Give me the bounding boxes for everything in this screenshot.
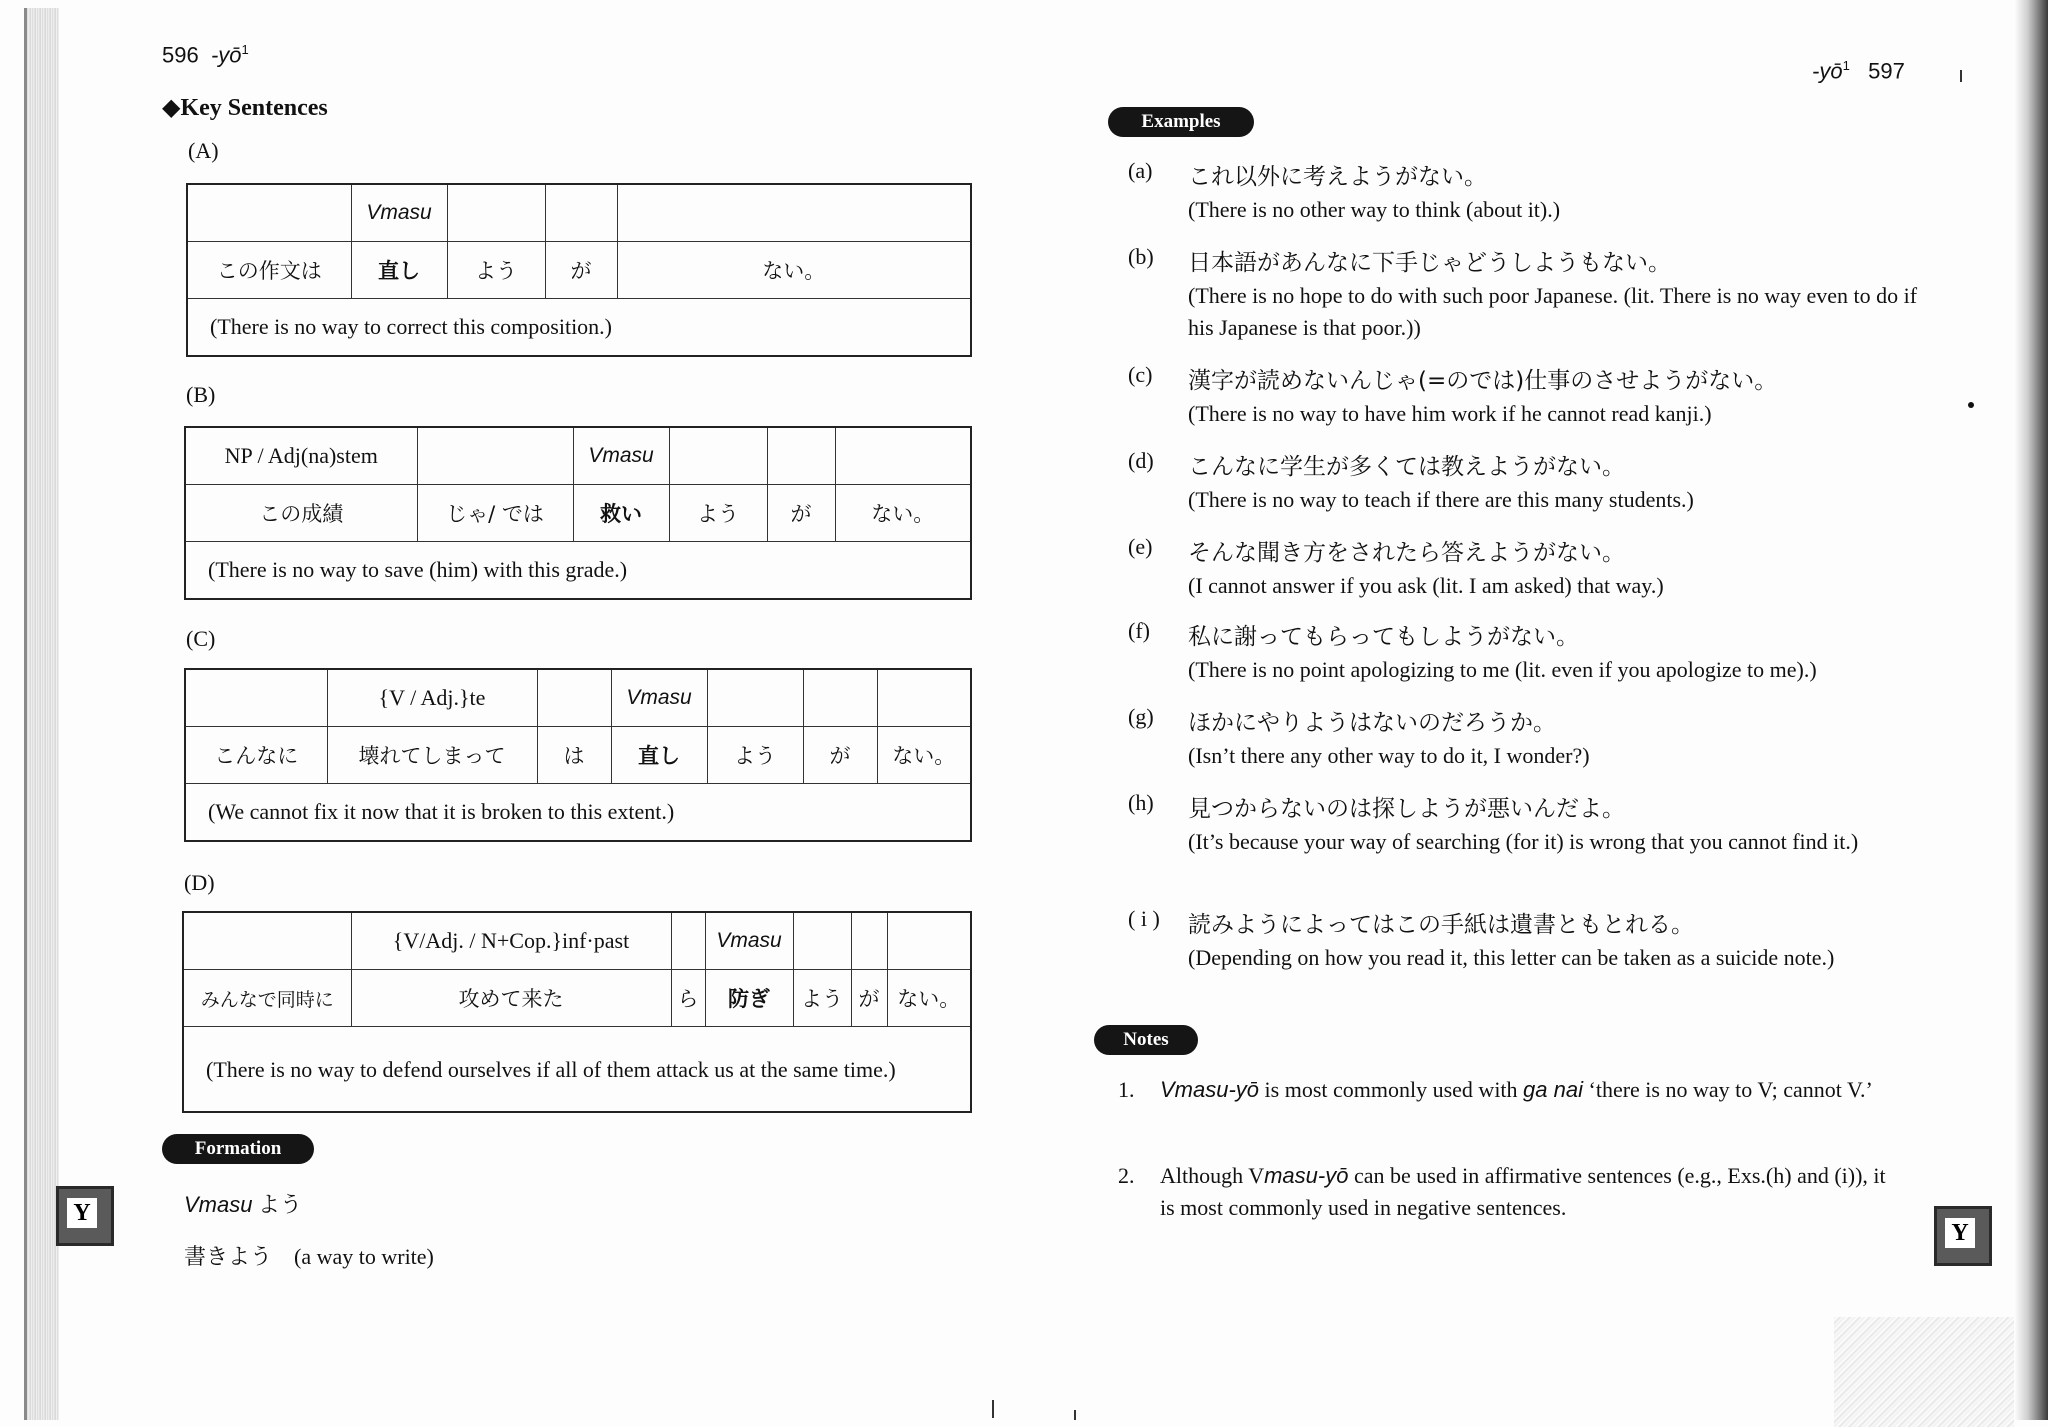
cell: が	[767, 485, 835, 542]
formation-pattern-suffix: よう	[252, 1192, 302, 1217]
left-head-title: -yō	[210, 42, 242, 68]
translation: (There is no way to save (him) with this grade.)	[185, 542, 971, 600]
translation: (There is no way to defend ourselves if all of them attack us at the same time.)	[183, 1027, 971, 1113]
cell: ない。	[835, 485, 971, 542]
translation: (There is no way to correct this composition.)	[187, 299, 971, 357]
cell: 直し	[611, 727, 707, 784]
key-sentence-table-c	[184, 668, 972, 842]
note-term: masu-yō	[1264, 1163, 1349, 1188]
cell	[447, 184, 545, 242]
example-label: (g)	[1128, 704, 1154, 729]
formation-pattern	[184, 1188, 302, 1219]
cell	[669, 427, 767, 485]
right-thumb-index-letter: Y	[1945, 1218, 1975, 1248]
cell: こんなに	[185, 727, 327, 784]
table-a-label: (A)	[188, 138, 219, 163]
cell	[803, 669, 877, 727]
scan-mark	[1960, 70, 1962, 82]
cell: 防ぎ	[705, 970, 793, 1027]
example-english: (There is no hope to do with such poor Japanese. (lit. There is no way even to do if his Japanese is that poor.))	[1188, 283, 1918, 340]
cell: 救い	[573, 485, 669, 542]
note-body: is most commonly used with	[1259, 1077, 1524, 1102]
example-japanese: そんな聞き方をされたら答えようがない。	[1188, 540, 1625, 566]
scan-mark	[992, 1400, 994, 1418]
cell	[183, 912, 351, 970]
right-head-title: -yō	[1812, 58, 1843, 84]
cell: Vmasu	[611, 669, 707, 727]
cell: よう	[669, 485, 767, 542]
cell: 壊れてしまって	[327, 727, 537, 784]
note-text	[1160, 1074, 1900, 1106]
cell: ない。	[887, 970, 971, 1027]
left-running-head	[162, 42, 249, 68]
example-english: (Depending on how you read it, this letter can be taken as a suicide note.)	[1188, 945, 1835, 970]
note-body: ‘there is no way to V; cannot V.’	[1583, 1077, 1873, 1102]
cell: Vmasu	[351, 184, 447, 242]
right-page-scan-noise	[1834, 1317, 2014, 1427]
example-japanese: これ以外に考えようがない。	[1188, 164, 1487, 190]
example-japanese: こんなに学生が多くては教えようがない。	[1188, 454, 1625, 480]
note-number: 2.	[1118, 1163, 1135, 1188]
cell: みんなで同時に	[183, 970, 351, 1027]
example-english: (There is no way to teach if there are this many students.)	[1188, 487, 1694, 512]
cell: ら	[671, 970, 705, 1027]
example-label: (a)	[1128, 158, 1153, 183]
left-head-sup: 1	[241, 42, 249, 57]
left-page-edge	[24, 8, 59, 1420]
example-label: (e)	[1128, 534, 1153, 559]
cell	[187, 184, 351, 242]
cell	[707, 669, 803, 727]
thumb-index-letter: Y	[67, 1198, 97, 1228]
example-label: (c)	[1128, 362, 1153, 387]
note-term: ga nai	[1523, 1077, 1583, 1102]
formation-label: Formation	[162, 1134, 314, 1164]
formation-pattern-verb: Vmasu	[184, 1192, 253, 1217]
note-body: Although V	[1160, 1163, 1265, 1188]
cell	[545, 184, 617, 242]
key-sentence-table-b	[184, 426, 972, 600]
example-label: (b)	[1128, 244, 1154, 269]
cell: 攻めて来た	[351, 970, 671, 1027]
cell: じゃ/ では	[417, 485, 573, 542]
right-page-number: 597	[1868, 58, 1905, 84]
cell	[877, 669, 971, 727]
right-running-head	[1812, 58, 1905, 84]
formation-example: 書きよう (a way to write)	[184, 1244, 434, 1269]
cell	[767, 427, 835, 485]
cell: この作文は	[187, 242, 351, 299]
table-c-label: (C)	[186, 626, 216, 651]
example-japanese: 日本語があんなに下手じゃどうしようもない。	[1188, 250, 1671, 276]
cell: この成績	[185, 485, 417, 542]
cell	[887, 912, 971, 970]
cell: よう	[447, 242, 545, 299]
example-japanese: 漢字が読めないんじゃ(=のでは)仕事のさせようがない。	[1188, 368, 1778, 394]
example-english: (There is no way to have him work if he cannot read kanji.)	[1188, 401, 1712, 426]
note-body: can be used in affirmative sentences (e.g., Exs.(h) and (i)), it is most commonly used in negative sentences.	[1160, 1163, 1886, 1220]
cell	[793, 912, 851, 970]
example-english: (Isn’t there any other way to do it, I wonder?)	[1188, 743, 1590, 768]
example-english: (There is no point apologizing to me (lit. even if you apologize to me).)	[1188, 657, 1817, 682]
cell: {V/Adj. / N+Cop.}inf·past	[351, 912, 671, 970]
example-label: (d)	[1128, 448, 1154, 473]
translation: (We cannot fix it now that it is broken to this extent.)	[185, 784, 971, 842]
cell: {V / Adj.}te	[327, 669, 537, 727]
cell: ない。	[617, 242, 971, 299]
example-japanese: 読みようによってはこの手紙は遺書ともとれる。	[1188, 912, 1694, 938]
key-sentence-table-a	[186, 183, 972, 357]
cell	[851, 912, 887, 970]
example-label: (h)	[1128, 790, 1154, 815]
cell: が	[545, 242, 617, 299]
example-japanese: 見つからないのは探しようが悪いんだよ。	[1188, 796, 1625, 822]
cell: は	[537, 727, 611, 784]
cell: 直し	[351, 242, 447, 299]
key-sentence-table-d	[182, 911, 972, 1113]
example-english: (I cannot answer if you ask (lit. I am asked) that way.)	[1188, 573, 1664, 598]
cell	[835, 427, 971, 485]
cell	[417, 427, 573, 485]
note-text	[1160, 1160, 1900, 1224]
notes-label: Notes	[1094, 1025, 1198, 1055]
cell: が	[803, 727, 877, 784]
scan-dot	[1968, 402, 1974, 408]
scan-mark	[1074, 1410, 1076, 1420]
cell: NP / Adj(na)stem	[185, 427, 417, 485]
example-label: (f)	[1128, 618, 1150, 643]
cell: が	[851, 970, 887, 1027]
cell: よう	[793, 970, 851, 1027]
cell	[185, 669, 327, 727]
right-page-edge	[2014, 0, 2048, 1420]
key-sentences-title: ◆Key Sentences	[162, 95, 328, 121]
example-english: (There is no other way to think (about it).)	[1188, 197, 1561, 222]
right-thumb-index-tab	[1934, 1206, 1992, 1266]
example-japanese: ほかにやりようはないのだろうか。	[1188, 710, 1556, 736]
cell: Vmasu	[705, 912, 793, 970]
example-english: (It’s because your way of searching (for it) is wrong that you cannot find it.)	[1188, 829, 1859, 854]
cell	[671, 912, 705, 970]
cell	[617, 184, 971, 242]
thumb-index-tab	[56, 1186, 114, 1246]
example-japanese: 私に謝ってもらってもしようがない。	[1188, 624, 1579, 650]
example-label: ( i )	[1128, 906, 1160, 931]
cell: ない。	[877, 727, 971, 784]
cell: Vmasu	[573, 427, 669, 485]
note-number: 1.	[1118, 1077, 1135, 1102]
right-head-sup: 1	[1842, 58, 1850, 73]
examples-label: Examples	[1108, 107, 1254, 137]
table-d-label: (D)	[184, 870, 215, 895]
left-page-number: 596	[162, 42, 199, 68]
cell	[537, 669, 611, 727]
table-b-label: (B)	[186, 382, 216, 407]
note-term: Vmasu-yō	[1160, 1077, 1260, 1102]
cell: よう	[707, 727, 803, 784]
